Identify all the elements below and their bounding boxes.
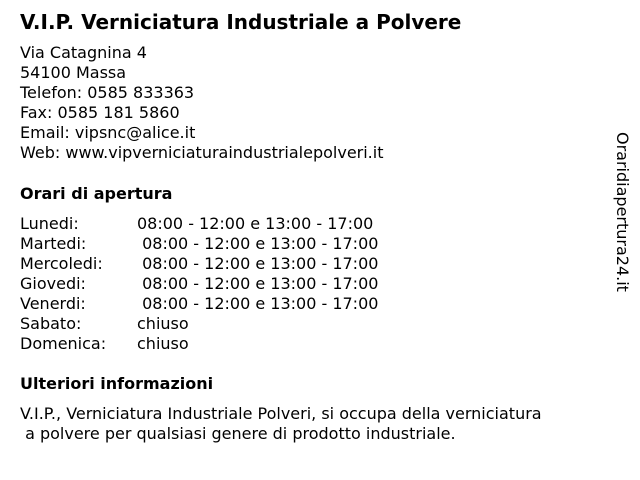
day-label: Venerdi:	[20, 294, 86, 313]
hours-value: 08:00 - 12:00 e 13:00 - 17:00	[137, 254, 379, 273]
hours-value: 08:00 - 12:00 e 13:00 - 17:00	[137, 294, 379, 313]
hours-row-saturday	[20, 314, 378, 334]
day-label: Giovedi:	[20, 274, 86, 293]
day-label: Mercoledi:	[20, 254, 103, 273]
hours-value: chiuso	[137, 314, 189, 333]
hours-value: 08:00 - 12:00 e 13:00 - 17:00	[137, 274, 379, 293]
day-label: Sabato:	[20, 314, 82, 333]
opening-hours-table	[20, 214, 378, 354]
hours-value: 08:00 - 12:00 e 13:00 - 17:00	[137, 214, 374, 233]
fax-number: Fax: 0585 181 5860	[20, 103, 180, 122]
city-postal-code: 54100 Massa	[20, 63, 127, 82]
email-address: Email: vipsnc@alice.it	[20, 123, 196, 142]
business-title: V.I.P. Verniciatura Industriale a Polvere	[20, 10, 462, 34]
hours-row-friday	[20, 294, 378, 314]
day-label: Martedi:	[20, 234, 87, 253]
phone-number: Telefon: 0585 833363	[20, 83, 195, 102]
hours-value: 08:00 - 12:00 e 13:00 - 17:00	[137, 234, 379, 253]
hours-value: chiuso	[137, 334, 189, 353]
hours-row-wednesday	[20, 254, 378, 274]
hours-row-sunday	[20, 334, 378, 354]
opening-hours-heading: Orari di apertura	[20, 184, 173, 203]
hours-row-monday	[20, 214, 378, 234]
hours-row-thursday	[20, 274, 378, 294]
site-watermark: Oraridiapertura24.it	[613, 132, 632, 292]
description-line-1: V.I.P., Verniciatura Industriale Polveri, si occupa della verniciatura	[20, 404, 542, 423]
additional-info-heading: Ulteriori informazioni	[20, 374, 214, 393]
day-label: Lunedi:	[20, 214, 79, 233]
website-address: Web: www.vipverniciaturaindustrialepolveri.it	[20, 143, 384, 162]
address-block	[20, 43, 383, 163]
business-description	[20, 404, 620, 444]
description-line-2: a polvere per qualsiasi genere di prodotto industriale.	[20, 424, 456, 443]
day-label: Domenica:	[20, 334, 107, 353]
street-address: Via Catagnina 4	[20, 43, 147, 62]
hours-row-tuesday	[20, 234, 378, 254]
